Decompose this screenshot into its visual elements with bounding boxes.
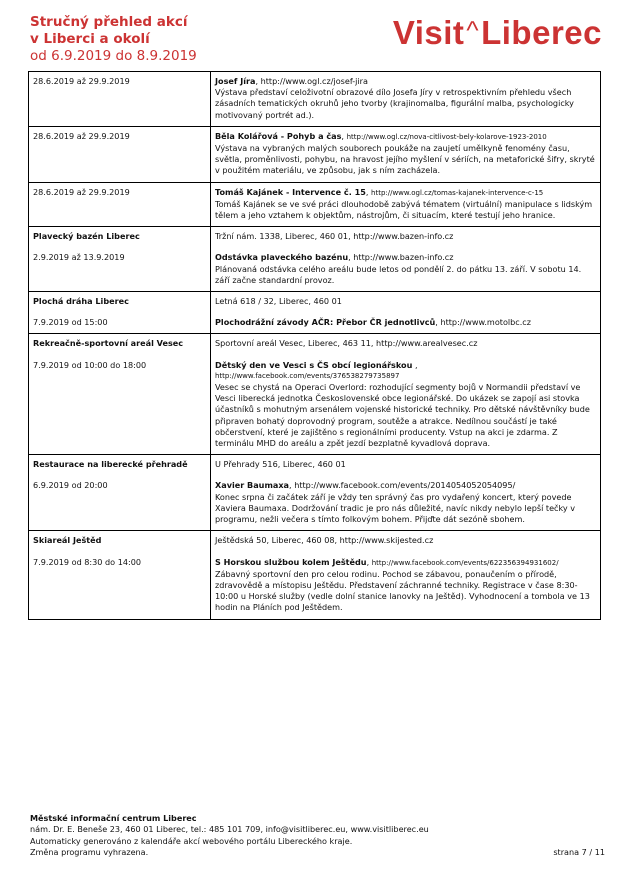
event-link[interactable]: http://www.ogl.cz/tomas-kajanek-intervence-c-15 (371, 188, 544, 197)
event-date: 6.9.2019 od 20:00 (33, 480, 108, 491)
venue-address: Letná 618 / 32, Liberec, 460 01 (215, 296, 342, 307)
venue-name: Plavecký bazén Liberec (33, 231, 140, 242)
event-date: 7.9.2019 od 8:30 do 14:00 (33, 556, 142, 567)
table-row: Plavecký bazén Liberec 2.9.2019 až 13.9.2019 Tržní nám. 1338, Liberec, 460 01, http://www.bazen-info.cz Odstávka plaveckého bazénu, http://www.bazen-info.cz Plánovaná odstávka celého areálu bude letos od pondělí 2. do pátku 13. září. V sobotu 14. září začne standardní provoz. (29, 227, 601, 292)
venue-address: U Přehrady 516, Liberec, 460 01 (215, 459, 346, 470)
event-date: 2.9.2019 až 13.9.2019 (33, 252, 125, 263)
event-title: Xavier Baumaxa (215, 480, 290, 491)
event-title: Běla Kolářová - Pohyb a čas (215, 130, 342, 141)
footer-contact: nám. Dr. E. Beneše 23, 460 01 Liberec, tel.: 485 101 709, info@visitliberec.eu, www.visitliberec.eu (30, 824, 429, 835)
table-row: Restaurace na liberecké přehradě 6.9.2019 od 20:00 U Přehrady 516, Liberec, 460 01 Xavier Baumaxa, http://www.facebook.com/events/2014054052054095/ Konec srpna či začátek září je vždy ten správný čas pro vydařený koncert, který povede Xaviera Baumaxa. Dodržování tradic je pro nás důležité, navíc nikdy nebylo lepší tečky v programu, nežli večera s tímto folkovým bohem. Přijďte dát sezóně sbohem. (29, 455, 601, 531)
page-number: strana 7 / 11 (553, 846, 605, 857)
event-date: 7.9.2019 od 15:00 (33, 317, 108, 328)
venue-name: Rekreačně-sportovní areál Vesec (33, 338, 184, 349)
logo-caret: ^ (466, 15, 480, 45)
event-link[interactable]: http://www.motolbc.cz (440, 317, 532, 328)
event-title: Josef Jíra (215, 76, 256, 86)
event-link[interactable]: http://www.facebook.com/events/2014054052054095/ (294, 480, 516, 491)
table-row: 28.6.2019 až 29.9.2019 Běla Kolářová - Pohyb a čas, http://www.ogl.cz/nova-citlivost-bely-kolarove-1923-2010 Výstava na vybraných malých souborech poukáže na zaujetí umělkyně fenomény času, světla, proměnlivosti, pohybu, na hravost jejího myšlení v sériích, na metaforické šifry, skryté v použitém materiálu, ve způsobu, jak s ním zacházela. (29, 126, 601, 182)
footer-note-changes: Změna programu vyhrazena. (30, 846, 149, 857)
logo-liberec-text: Liberec (481, 14, 602, 51)
page-footer (30, 813, 605, 858)
table-row: Skiareál Ještěd 7.9.2019 od 8:30 do 14:00 Ještědská 50, Liberec, 460 08, http://www.skijested.cz S Horskou službou kolem Ještědu, http://www.facebook.com/events/622356394931602/ Zábavný sportovní den pro celou rodinu. Pochod se zábavou, ponaučením o přírodě, zdravovědě a místopisu Ještědu. Představení záchranné techniky. Registrace v čase 8:30-10:00 u Horské služby (vedle dolní stanice lanovky na Ještěd). Vyhodnocení a tombola ve 13 hodin na Pláních pod Ještědem. (29, 531, 601, 619)
event-description: Konec srpna či začátek září je vždy ten správný čas pro vydařený koncert, který povede Xaviera Baumaxa. Dodržování tradic je pro nás důležité, navíc nikdy nebylo lepší tečky v programu, nežli večera s tímto folkovým bohem. Přijďte dát sezóně sbohem. (215, 491, 576, 525)
venue-address: Sportovní areál Vesec, Liberec, 463 11, http://www.arealvesec.cz (215, 338, 478, 349)
events-table (28, 71, 601, 620)
venue-address: Tržní nám. 1338, Liberec, 460 01, http://www.bazen-info.cz (215, 231, 454, 242)
venue-name: Plochá dráha Liberec (33, 296, 129, 307)
table-row: 28.6.2019 až 29.9.2019 Tomáš Kajánek - Intervence č. 15, http://www.ogl.cz/tomas-kajanek-intervence-c-15 Tomáš Kajánek se ve své práci dlouhodobě zabývá tématem (virtuální) manipulace s lidským tělem a jeho vztahem k objektům, nástrojům, či situacím, které testují jeho hranice. (29, 182, 601, 227)
event-date: 28.6.2019 až 29.9.2019 (33, 130, 130, 141)
event-title: Tomáš Kajánek - Intervence č. 15 (215, 186, 366, 197)
event-description: Výstava na vybraných malých souborech poukáže na zaujetí umělkyně fenomény času, světla, proměnlivosti, pohybu, na hravost jejího myšlení v sériích, na metaforické šifry, skryté v použitém materiálu, ve způsobu, jak s ním zacházela. (215, 143, 595, 176)
footer-org: Městské informační centrum Liberec (30, 813, 197, 823)
event-description: Plánovaná odstávka celého areálu bude letos od pondělí 2. do pátku 13. září. V sobotu 14. září začne standardní provoz. (215, 263, 582, 285)
event-link[interactable]: http://www.bazen-info.cz (353, 252, 454, 263)
event-link[interactable]: http://www.facebook.com/events/622356394931602/ (371, 558, 559, 567)
visit-liberec-logo (393, 14, 602, 54)
event-title: Plochodrážní závody AČR: Přebor ČR jednotlivců (215, 317, 436, 328)
page-header (30, 14, 605, 70)
event-date: 7.9.2019 od 10:00 do 18:00 (33, 359, 147, 370)
event-link[interactable]: http://www.ogl.cz/josef-jira (260, 76, 368, 86)
event-title: Odstávka plaveckého bazénu (215, 252, 349, 263)
event-description: Tomáš Kajánek se ve své práci dlouhodobě zabývá tématem (virtuální) manipulace s lidským tělem a jeho vztahem k objektům, nástrojům, či situacím, které testují jeho hranice. (215, 198, 593, 221)
event-link[interactable]: http://www.facebook.com/events/376538279735897 (215, 371, 400, 380)
event-date: 28.6.2019 až 29.9.2019 (33, 76, 130, 86)
table-row: Rekreačně-sportovní areál Vesec 7.9.2019 od 10:00 do 18:00 Sportovní areál Vesec, Liberec, 463 11, http://www.arealvesec.cz Dětský den ve Vesci s ČS obcí legionářskou , http://www.facebook.com/events/376538279735897 Vesec se chystá na Operaci Overlord: rozhodující segmenty bojů v Normandii představí ve Vesci liberecká jednotka Československé obce legionářské. Do ukázek se zapojí asi stovka účastníků s mohutným arsenálem vojenské historické techniky. Pro dětské návštěvníky bude připraven bohatý doprovodný program, soutěže a atrakce. Nedílnou součástí je také občerstvení, které je zajištěno s regionálními producenty. Vstup na akci je zdarma. Z terminálu MHD do areálu a zpět jezdí bezplatně kyvadlová doprava. (29, 334, 601, 455)
logo-visit-text: Visit (392, 14, 465, 51)
event-description: Vesec se chystá na Operaci Overlord: rozhodující segmenty bojů v Normandii představí ve Vesci liberecká jednotka Československé obce legionářské. Do ukázek se zapojí asi stovka účastníků s mohutným arsenálem vojenské historické techniky. Pro dětské návštěvníky bude připraven bohatý doprovodný program, soutěže a atrakce. Nedílnou součástí je také občerstvení, které je zajištěno s regionálními producenty. Vstup na akci je zdarma. Z terminálu MHD do areálu a zpět jezdí bezplatně kyvadlová doprava. (215, 382, 590, 449)
event-link[interactable]: http://www.ogl.cz/nova-citlivost-bely-kolarove-1923-2010 (346, 132, 547, 141)
venue-name: Restaurace na liberecké přehradě (33, 459, 188, 470)
event-date: 28.6.2019 až 29.9.2019 (33, 186, 130, 197)
footer-note-generated: Automaticky generováno z kalendáře akcí webového portálu Libereckého kraje. (30, 835, 353, 846)
event-title: Dětský den ve Vesci s ČS obcí legionářskou (215, 359, 413, 370)
header-date-range: od 6.9.2019 do 8.9.2019 (30, 48, 197, 64)
event-description: Zábavný sportovní den pro celou rodinu. Pochod se zábavou, ponaučením o přírodě, zdravovědě a místopisu Ještědu. Představení záchranné techniky. Registrace v čase 8:30-10:00 u Horské služby (vedle dolní stanice lanovky na Ještěd). Vyhodnocení a tombola ve 13 hodin na Pláních pod Ještědem. (215, 568, 590, 613)
table-row: Plochá dráha Liberec 7.9.2019 od 15:00 Letná 618 / 32, Liberec, 460 01 Plochodrážní závody AČR: Přebor ČR jednotlivců, http://www.motolbc.cz (29, 292, 601, 334)
table-row: 28.6.2019 až 29.9.2019 Josef Jíra, http://www.ogl.cz/josef-jira Výstava představí celoživotní obrazové dílo Josefa Jíry v retrospektivním přehledu všech zásadních tematických okruhů jeho tvorby (krajinomalba, figurální malba, psychologicky motivovaný portrét ad.). (29, 72, 601, 127)
event-description: Výstava představí celoživotní obrazové dílo Josefa Jíry v retrospektivním přehledu všech zásadních tematických okruhů jeho tvorby (krajinomalba, figurální malba, psychologicky motivovaný portrét ad.). (215, 87, 574, 120)
venue-address: Ještědská 50, Liberec, 460 08, http://www.skijested.cz (215, 535, 434, 546)
event-title: S Horskou službou kolem Ještědu (215, 556, 367, 567)
venue-name: Skiareál Ještěd (33, 535, 102, 546)
header-title-line1: Stručný přehled akcí (30, 14, 188, 30)
header-title-line2: v Liberci a okolí (30, 31, 150, 47)
